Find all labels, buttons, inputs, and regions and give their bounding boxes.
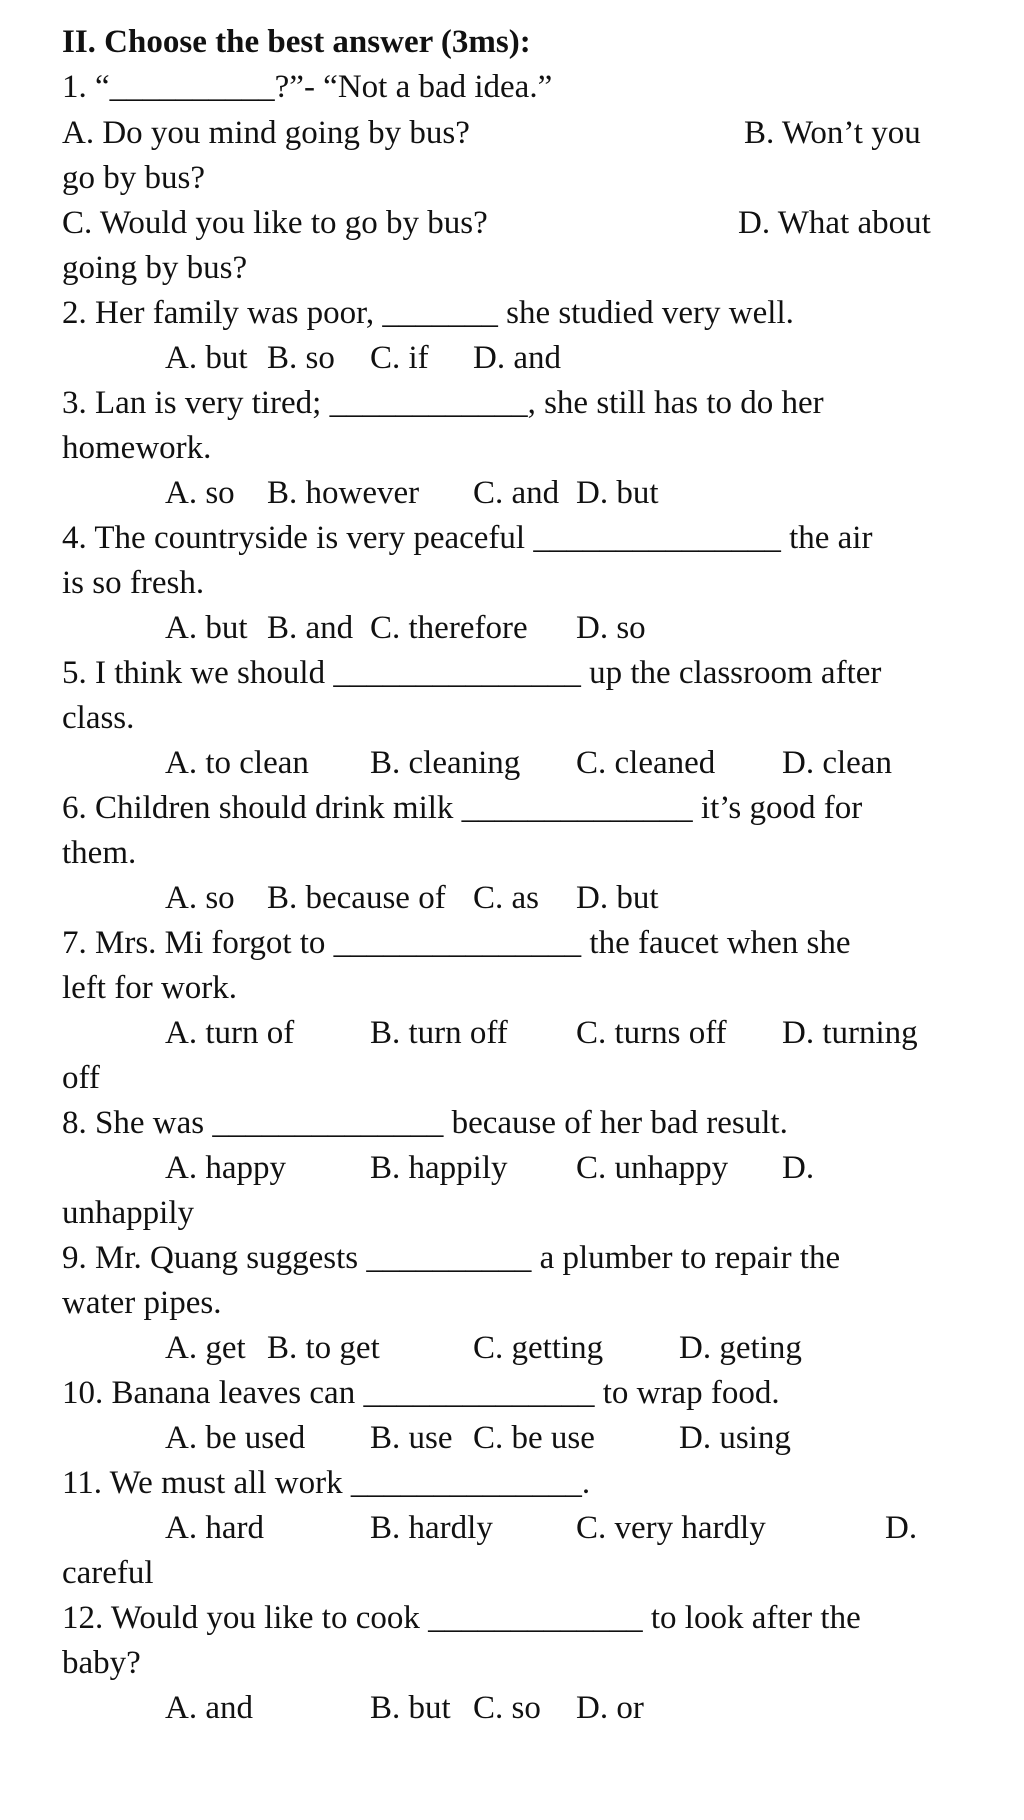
question-8-option-d-continued: unhappily	[62, 1195, 194, 1231]
question-4-option-c: C. therefore	[370, 610, 528, 646]
question-9-option-a: A. get	[165, 1330, 246, 1366]
question-7-option-b: B. turn off	[370, 1015, 508, 1051]
question-10-stem: 10. Banana leaves can ______________ to wrap food.	[62, 1375, 780, 1411]
question-11-option-b: B. hardly	[370, 1510, 493, 1546]
question-12-option-b: B. but	[370, 1690, 451, 1726]
question-10-option-c: C. be use	[473, 1420, 595, 1456]
question-1-option-d: D. What about	[738, 205, 931, 241]
question-4-stem-continued: is so fresh.	[62, 565, 205, 601]
question-4-option-a: A. but	[165, 610, 248, 646]
question-10-option-d: D. using	[679, 1420, 791, 1456]
question-6-stem-continued: them.	[62, 835, 137, 871]
question-4-option-b: B. and	[267, 610, 354, 646]
question-3-stem-continued: homework.	[62, 430, 212, 466]
question-5-option-d: D. clean	[782, 745, 892, 781]
question-1-option-a: A. Do you mind going by bus?	[62, 115, 470, 151]
question-5-option-a: A. to clean	[165, 745, 309, 781]
question-8-option-c: C. unhappy	[576, 1150, 729, 1186]
question-3-option-b: B. however	[267, 475, 420, 511]
question-1-stem: 1. “__________?”- “Not a bad idea.”	[62, 69, 553, 105]
question-3-stem: 3. Lan is very tired; ____________, she still has to do her	[62, 385, 824, 421]
question-7-stem: 7. Mrs. Mi forgot to _______________ the faucet when she	[62, 925, 851, 961]
question-12-option-c: C. so	[473, 1690, 541, 1726]
question-6-option-b: B. because of	[267, 880, 446, 916]
question-3-option-a: A. so	[165, 475, 235, 511]
section-heading: II. Choose the best answer (3ms):	[62, 24, 531, 60]
question-8-option-d: D.	[782, 1150, 815, 1186]
question-1-option-d-continued: going by bus?	[62, 250, 248, 286]
question-9-option-d: D. geting	[679, 1330, 802, 1366]
question-6-stem: 6. Children should drink milk ______________ it’s good for	[62, 790, 863, 826]
question-10-option-a: A. be used	[165, 1420, 306, 1456]
question-5-stem-continued: class.	[62, 700, 135, 736]
question-10-option-b: B. use	[370, 1420, 453, 1456]
question-7-option-d: D. turning	[782, 1015, 918, 1051]
question-11-stem: 11. We must all work ______________.	[62, 1465, 591, 1501]
question-11-option-d: D.	[885, 1510, 918, 1546]
question-2-option-a: A. but	[165, 340, 248, 376]
question-12-option-d: D. or	[576, 1690, 644, 1726]
question-12-stem: 12. Would you like to cook _____________ to look after the	[62, 1600, 861, 1636]
question-11-option-d-continued: careful	[62, 1555, 154, 1591]
question-4-option-d: D. so	[576, 610, 646, 646]
question-9-option-c: C. getting	[473, 1330, 604, 1366]
question-2-option-b: B. so	[267, 340, 335, 376]
question-5-option-b: B. cleaning	[370, 745, 521, 781]
question-11-option-c: C. very hardly	[576, 1510, 766, 1546]
question-11-option-a: A. hard	[165, 1510, 264, 1546]
question-9-stem: 9. Mr. Quang suggests __________ a plumber to repair the	[62, 1240, 841, 1276]
question-7-option-a: A. turn of	[165, 1015, 295, 1051]
question-2-option-d: D. and	[473, 340, 561, 376]
question-8-option-a: A. happy	[165, 1150, 286, 1186]
question-12-stem-continued: baby?	[62, 1645, 141, 1681]
question-6-option-d: D. but	[576, 880, 659, 916]
question-7-option-d-continued: off	[62, 1060, 100, 1096]
question-9-option-b: B. to get	[267, 1330, 380, 1366]
question-5-stem: 5. I think we should _______________ up the classroom after	[62, 655, 882, 691]
question-3-option-c: C. and	[473, 475, 560, 511]
question-3-option-d: D. but	[576, 475, 659, 511]
question-7-option-c: C. turns off	[576, 1015, 727, 1051]
question-6-option-c: C. as	[473, 880, 539, 916]
question-1-option-b: B. Won’t you	[744, 115, 921, 151]
question-5-option-c: C. cleaned	[576, 745, 716, 781]
question-7-stem-continued: left for work.	[62, 970, 238, 1006]
question-9-stem-continued: water pipes.	[62, 1285, 222, 1321]
question-6-option-a: A. so	[165, 880, 235, 916]
question-12-option-a: A. and	[165, 1690, 253, 1726]
question-2-stem: 2. Her family was poor, _______ she studied very well.	[62, 295, 794, 331]
question-1-option-b-continued: go by bus?	[62, 160, 205, 196]
question-1-option-c: C. Would you like to go by bus?	[62, 205, 488, 241]
question-8-option-b: B. happily	[370, 1150, 508, 1186]
question-4-stem: 4. The countryside is very peaceful _______________ the air	[62, 520, 873, 556]
question-8-stem: 8. She was ______________ because of her bad result.	[62, 1105, 788, 1141]
question-2-option-c: C. if	[370, 340, 429, 376]
